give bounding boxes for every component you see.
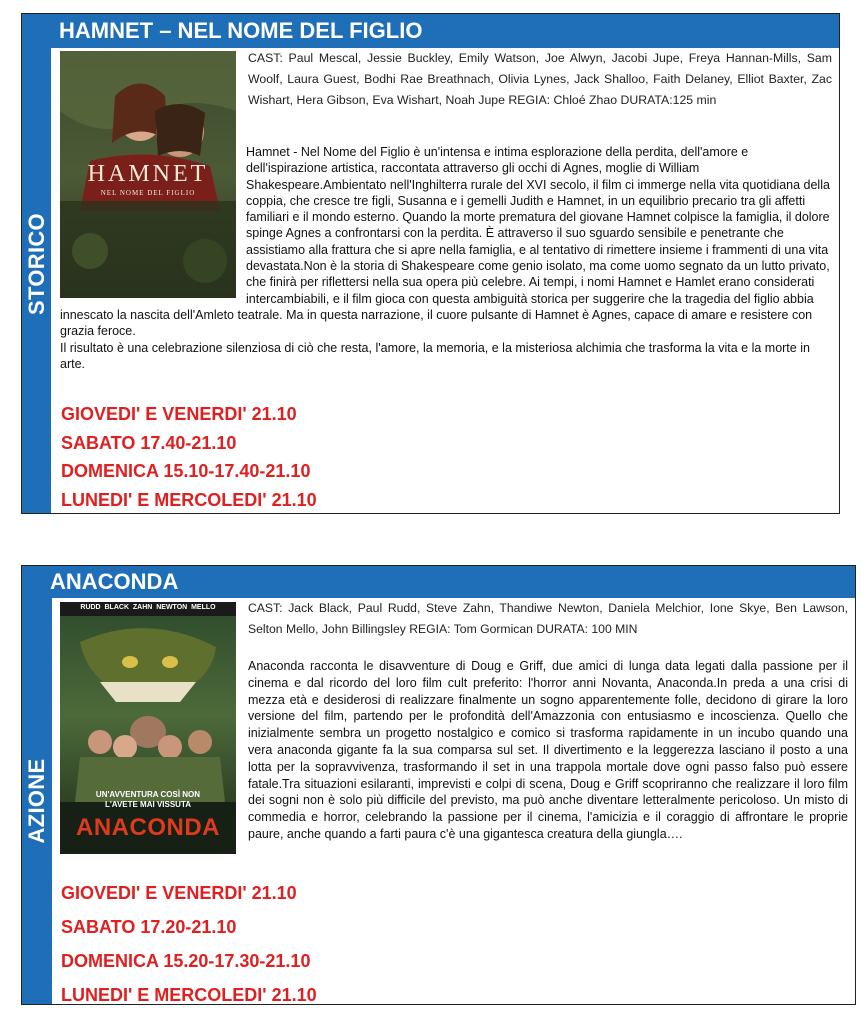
showtime-line: LUNEDI' E MERCOLEDI' 21.10 <box>61 489 317 510</box>
movie-title: ANACONDA <box>22 566 855 598</box>
showtimes <box>61 876 317 1012</box>
showtime-line: DOMENICA 15.10-17.40-21.10 <box>61 461 311 481</box>
description-conclusion: Il risultato è una celebrazione silenziosa di ciò che resta, l'amore, la memoria, e la misteriosa alchimia che trasforma la vita e la morte in arte. <box>60 340 810 371</box>
cast-text: CAST: Jack Black, Paul Rudd, Steve Zahn, Thandiwe Newton, Daniela Melchior, Ione Skye, Ben Lawson, Selton Mello, John Billingsley REGIA: Tom Gormican DURATA: 100 MIN <box>248 601 848 636</box>
movie-title: HAMNET – NEL NOME DEL FIGLIO <box>51 14 839 48</box>
genre-bar <box>22 14 51 513</box>
showtime-line: GIOVEDI' E VENERDI' 21.10 <box>61 404 297 424</box>
poster-title: ANACONDA <box>76 814 220 841</box>
showtime-line: LUNEDI' E MERCOLEDI' 21.10 <box>61 985 317 1005</box>
genre-label: STORICO <box>23 212 49 315</box>
genre-label: AZIONE <box>24 758 49 844</box>
poster-cast-names: RUDD BLACK ZAHN NEWTON MELLO <box>80 604 216 611</box>
showtime-line: SABATO 17.40-21.10 <box>61 432 237 453</box>
showtime-line: GIOVEDI' E VENERDI' 21.10 <box>61 883 297 903</box>
poster-title: HAMNET <box>87 161 209 187</box>
showtimes <box>61 400 317 514</box>
description <box>60 144 832 372</box>
cast-text: CAST: Paul Mescal, Jessie Buckley, Emily Watson, Joe Alwyn, Jacobi Jupe, Freya Hannan-Mills, Sam Woolf, Laura Guest, Bodhi Rae Breathnach, Olivia Lynes, Jack Shalloo, Faith Delaney, Elliot Baxter, Zac Wishart, Hera Gibson, Eva Wishart, Noah Jupe REGIA: Chloé Zhao DURATA:125 min <box>248 51 832 107</box>
showtime-line: SABATO 17.20-21.10 <box>61 917 237 937</box>
showtime-line: DOMENICA 15.20-17.30-21.10 <box>61 951 311 971</box>
genre-bar <box>22 598 52 1004</box>
poster-tagline: UN'AVVENTURA COSÌ NON L'AVETE MAI VISSUTA <box>95 790 201 809</box>
description <box>60 658 848 858</box>
description-text: Anaconda racconta le disavventure di Doug e Griff, due amici di lunga data legati dalla passione per il cinema e dal ricordo del loro film cult preferito: l'horror anni Novanta, Anaconda.In preda a una crisi di mezza età e desiderosi di realizzare finalmente un sogno apparentemente folle, decidono di girare la loro versione del film, partendo per le profondità dell'Amazzonia con entusiasmo e incoscienza. Quello che inizialmente sembra un progetto nostalgico e comico si trasforma rapidamente in un incubo quando una vera anaconda gigante fa la sua comparsa sul set. Il divertimento e la leggerezza lasciano il posto a una lotta per la sopravvivenza, trasformando il set in una trappola mortale dove ogni passo falso può essere fatale.Tra situazioni esilaranti, imprevisti e colpi di scena, Doug e Griff scopriranno che realizzare il loro film dei sogni non è solo più difficile del previsto, ma può anche diventare letteralmente pericoloso. Un misto di commedia e horror, celebrando la passione per il cinema, l'amicizia e il coraggio di affrontare le proprie paure, anche quando a farti paura c'è una gigantesca creatura della giungla…. <box>248 659 848 841</box>
description-text: Hamnet - Nel Nome del Figlio è un'intensa e intima esplorazione della perdita, dell'amore e dell'ispirazione artistica, raccontata attraverso gli occhi di Agnes, moglie di William Shakespeare.Ambientato nell'Inghilterra rurale del XVI secolo, il film ci immerge nella vita quotidiana della coppia, che cresce tre figli, Susanna e i gemelli Judith e Hamnet, in un equilibrio precario tra gli affetti familiari e il mondo esterno. Quando la morte prematura del giovane Hamnet colpisce la famiglia, il dolore spinge Agnes a confrontarsi con la perdita. È attraverso il suo sguardo sensibile e penetrante che assistiamo alla frattura che si apre nella famiglia, e al tentativo di rimettere insieme i frammenti di una vita devastata.Non è la storia di Shakespeare come genio isolato, ma come uomo segnato da un lutto privato, che finirà per riflettersi nella sua opera più celebre. Ai tempi, i nomi Hamnet e Hamlet erano considerati intercambiabili, e il film gioca con questa ambiguità storica per suggerire che la tragedia del figlio abbia innescato la nascita dell'Amleto teatrale. Ma in questa narrazione, il cuore pulsante di Hamnet è Agnes, capace di amare e resistere con grazia feroce. <box>60 145 830 339</box>
poster-subtitle: NEL NOME DEL FIGLIO <box>100 189 196 197</box>
